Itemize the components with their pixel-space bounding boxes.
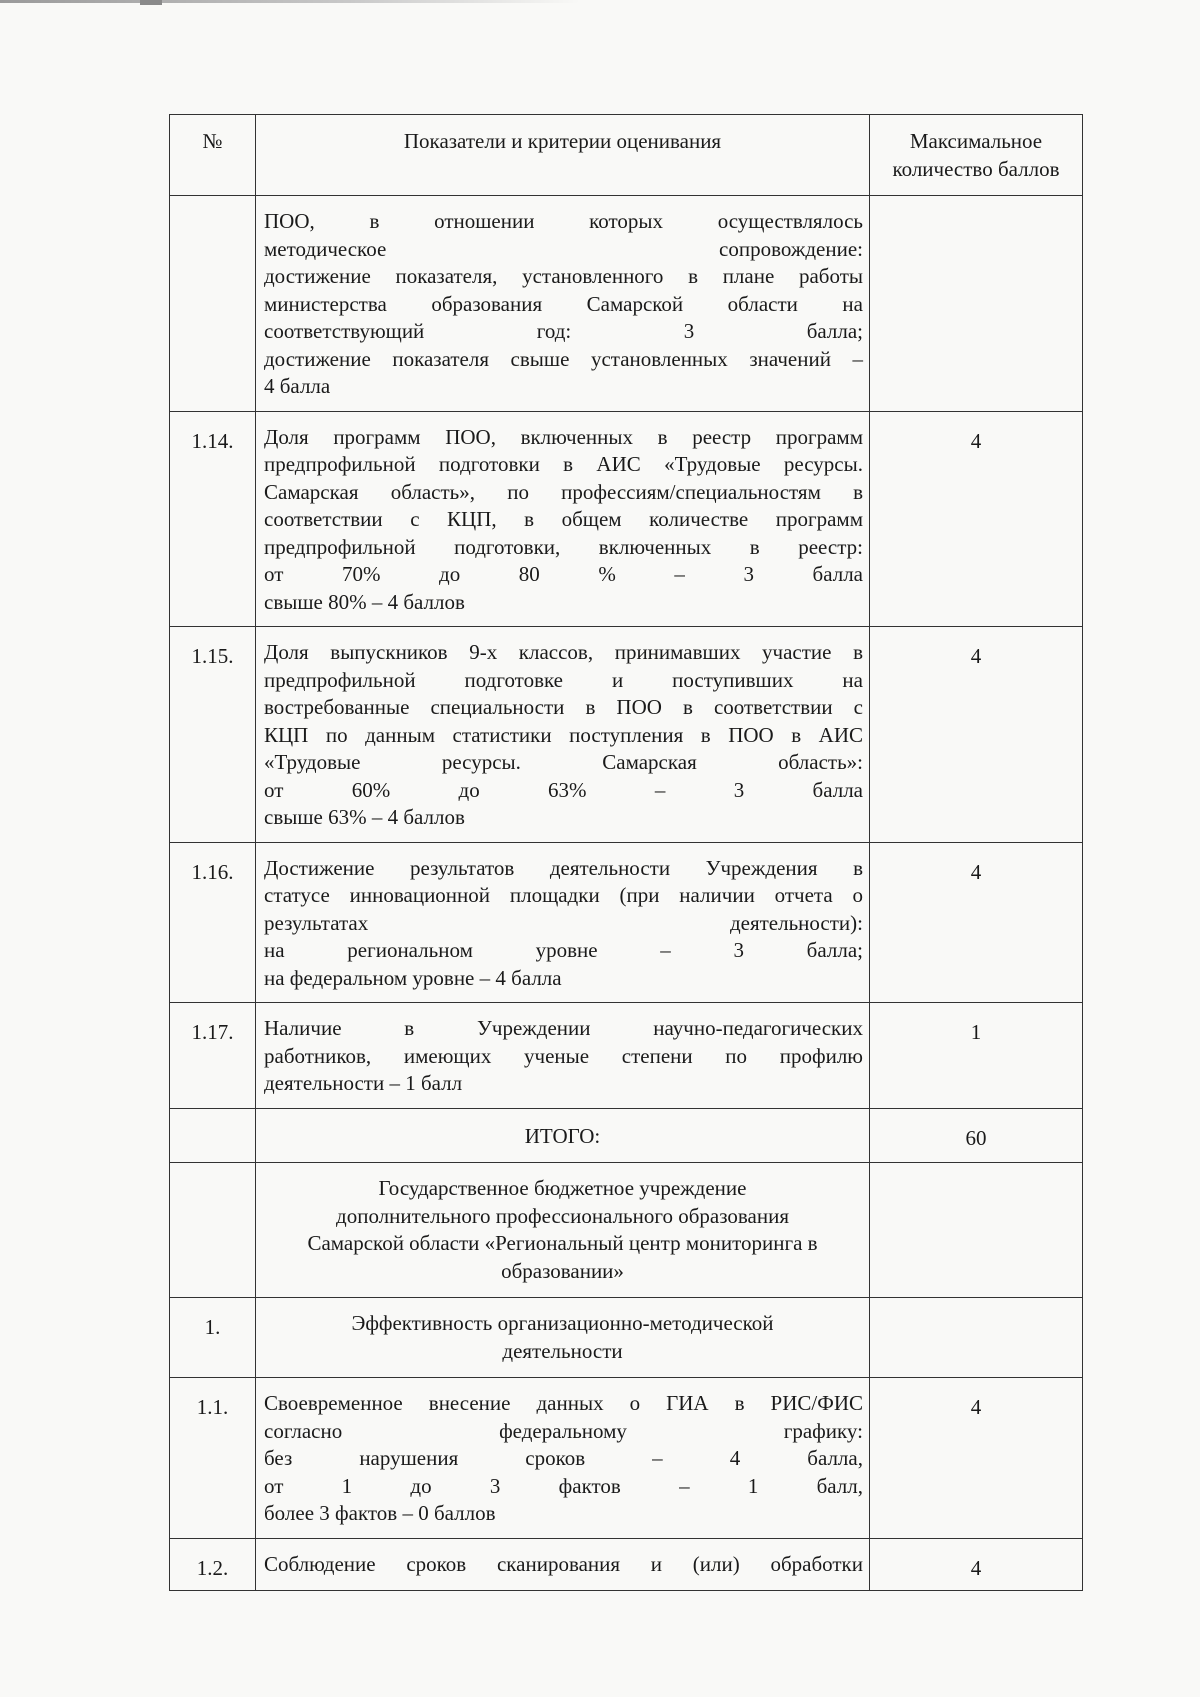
row-criteria xyxy=(256,1538,870,1591)
row-max-score xyxy=(870,196,1083,412)
text-line: на региональном уровне – 3 балла; xyxy=(264,938,863,962)
text-line: свыше 63% – 4 баллов xyxy=(264,805,465,829)
row-criteria xyxy=(256,842,870,1003)
row-number: 1.15. xyxy=(170,627,256,843)
text-line: Эффективность организационно-методической xyxy=(351,1311,774,1335)
row-max-score: 1 xyxy=(870,1003,1083,1109)
scan-edge xyxy=(0,0,580,3)
institution-number xyxy=(170,1163,256,1298)
text-line: методическое сопровождение: xyxy=(264,236,863,261)
text-line: от 70% до 80 % – 3 балла xyxy=(264,562,863,586)
total-row xyxy=(170,1108,1083,1163)
text-line: без нарушения сроков – 4 балла, xyxy=(264,1446,863,1470)
section-row xyxy=(170,1298,1083,1378)
table-row xyxy=(170,196,1083,412)
section-number: 1. xyxy=(170,1298,256,1378)
row-max-score: 4 xyxy=(870,627,1083,843)
row-number xyxy=(170,196,256,412)
institution-name xyxy=(256,1163,870,1298)
table-header-row xyxy=(170,115,1083,196)
text-line: Доля программ ПОО, включенных в реестр программ xyxy=(264,424,863,449)
text-line: Самарской области «Региональный центр мониторинга в xyxy=(307,1231,818,1255)
text-line: свыше 80% – 4 баллов xyxy=(264,589,465,614)
text-line: от 60% до 63% – 3 балла xyxy=(264,777,863,802)
text-line: от 1 до 3 фактов – 1 балл, xyxy=(264,1473,863,1498)
row-number: 1.16. xyxy=(170,842,256,1003)
total-number xyxy=(170,1108,256,1163)
row-max-score: 4 xyxy=(870,1378,1083,1539)
total-value: 60 xyxy=(870,1108,1083,1163)
text-line: результатах деятельности): xyxy=(264,910,863,935)
scan-edge-mark xyxy=(140,0,162,5)
row-criteria xyxy=(256,196,870,412)
text-line: Государственное бюджетное учреждение xyxy=(378,1176,747,1200)
institution-max xyxy=(870,1163,1083,1298)
text-line: министерства образования Самарской области на xyxy=(264,291,863,316)
institution-row xyxy=(170,1163,1083,1298)
table-row xyxy=(170,411,1083,627)
table-row xyxy=(170,842,1083,1003)
header-criteria: Показатели и критерии оценивания xyxy=(256,115,870,196)
row-number: 1.2. xyxy=(170,1538,256,1591)
text-line: работников, имеющих ученые степени по профилю xyxy=(264,1043,863,1068)
text-line: Соблюдение сроков сканирования и (или) обработки xyxy=(264,1551,863,1576)
table-row xyxy=(170,1003,1083,1109)
text-line: на федеральном уровне – 4 балла xyxy=(264,965,562,990)
row-criteria xyxy=(256,1003,870,1109)
text-line: предпрофильной подготовки, включенных в реестр: xyxy=(264,534,863,559)
text-line: «Трудовые ресурсы. Самарская область»: xyxy=(264,750,863,774)
total-label: ИТОГО: xyxy=(256,1108,870,1163)
text-line: Наличие в Учреждении научно-педагогических xyxy=(264,1016,863,1040)
text-line: дополнительного профессионального образования xyxy=(336,1203,789,1228)
text-line: Своевременное внесение данных о ГИА в РИС/ФИС xyxy=(264,1391,863,1415)
text-line: деятельности – 1 балл xyxy=(264,1071,463,1095)
text-line: востребованные специальности в ПОО в соответствии с xyxy=(264,695,863,719)
row-number: 1.1. xyxy=(170,1378,256,1539)
row-max-score: 4 xyxy=(870,842,1083,1003)
text-line: предпрофильной подготовки в АИС «Трудовые ресурсы. xyxy=(264,452,863,476)
row-criteria xyxy=(256,627,870,843)
text-line: более 3 фактов – 0 баллов xyxy=(264,1501,496,1525)
section-max xyxy=(870,1298,1083,1378)
text-line: Доля выпускников 9-х классов, принимавших участие в xyxy=(264,640,863,664)
row-number: 1.14. xyxy=(170,411,256,627)
row-criteria xyxy=(256,411,870,627)
text-line: Самарская область», по профессиям/специальностям в xyxy=(264,479,863,504)
row-criteria xyxy=(256,1378,870,1539)
table-body xyxy=(170,196,1083,1591)
row-max-score: 4 xyxy=(870,411,1083,627)
row-max-score: 4 xyxy=(870,1538,1083,1591)
text-line: согласно федеральному графику: xyxy=(264,1418,863,1443)
text-line: ПОО, в отношении которых осуществлялось xyxy=(264,209,863,233)
text-line: Достижение результатов деятельности Учреждения в xyxy=(264,855,863,880)
header-max-score: Максимальное количество баллов xyxy=(870,115,1083,196)
text-line: КЦП по данным статистики поступления в ПОО в АИС xyxy=(264,722,863,747)
text-line: 4 балла xyxy=(264,374,331,398)
text-line: соответствии с КЦП, в общем количестве программ xyxy=(264,507,863,531)
table-row xyxy=(170,1378,1083,1539)
section-title xyxy=(256,1298,870,1378)
text-line: предпрофильной подготовке и поступивших на xyxy=(264,667,863,692)
criteria-table xyxy=(169,114,1083,1591)
table-row xyxy=(170,1538,1083,1591)
text-line: достижение показателя свыше установленных значений – xyxy=(264,346,863,371)
text-line: соответствующий год: 3 балла; xyxy=(264,319,863,343)
table-row xyxy=(170,627,1083,843)
row-number: 1.17. xyxy=(170,1003,256,1109)
text-line: образовании» xyxy=(501,1258,624,1283)
text-line: статусе инновационной площадки (при наличии отчета о xyxy=(264,883,863,907)
header-number: № xyxy=(170,115,256,196)
text-line: деятельности xyxy=(502,1338,623,1363)
text-line: достижение показателя, установленного в плане работы xyxy=(264,264,863,288)
